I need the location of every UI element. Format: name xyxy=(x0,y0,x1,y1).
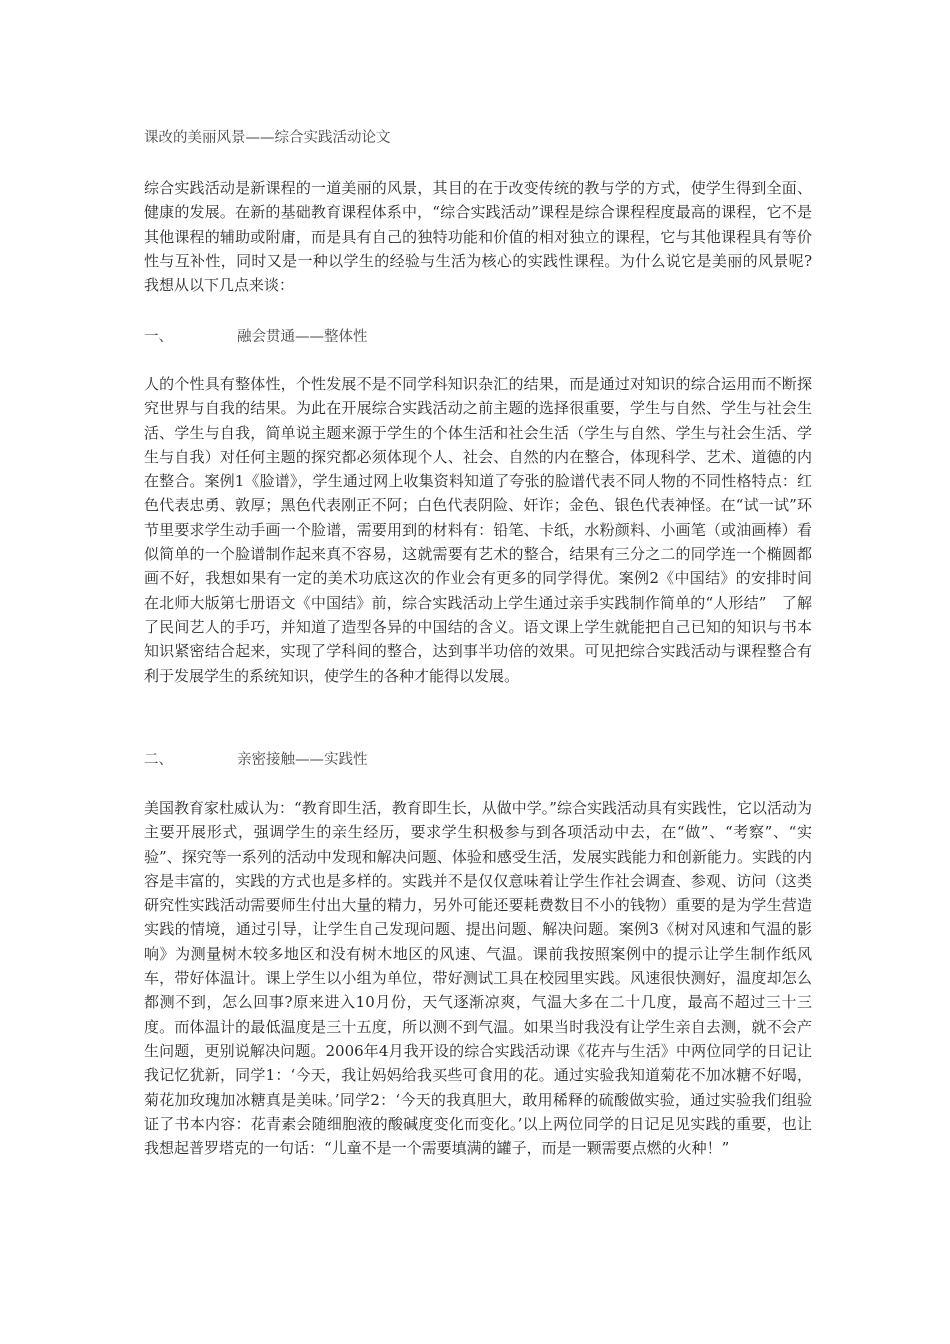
section-number-2: 二、 xyxy=(144,752,173,768)
intro-paragraph: 综合实践活动是新课程的一道美丽的风景，其目的在于改变传统的教与学的方式，使学生得到全面、健康的发展。在新的基础教育课程体系中，“综合实践活动”课程是综合课程程度最高的课程，它不是其他课程的辅助或附庸，而是具有自己的独特功能和价值的相对独立的课程，它与其他课程具有等价性与互补性，同时又是一种以学生的经验与生活为核心的实践性课程。为什么说它是美丽的风景呢?我想从以下几点来谈： xyxy=(144,179,812,295)
section-title-2: 亲密接触——实践性 xyxy=(237,752,368,768)
section-body-2: 美国教育家杜威认为：“教育即生活，教育即生长，从做中学。”综合实践活动具有实践性，它以活动为主要开展形式，强调学生的亲生经历，要求学生积极参与到各项活动中去，在“做”、“考察”、“实验”、探究等一系列的活动中发现和解决问题、体验和感受生活，发展实践能力和创新能力。实践的内容是丰富的，实践的方式也是多样的。实践并不是仅仅意味着让学生作社会调查、参观、访问（这类研究性实践活动需要师生付出大量的精力，另外可能还要耗费数目不小的钱物）重要的是为学生营造实践的情境，通过引导，让学生自己发现问题、提出问题、解决问题。案例3《树对风速和气温的影响》为测量树木较多地区和没有树木地区的风速、气温。课前我按照案例中的提示让学生制作纸风车，带好体温计。课上学生以小组为单位，带好测试工具在校园里实践。风速很快测好，温度却怎么都测不到，怎么回事?原来进入10月份，天气逐渐凉爽，气温大多在二十几度，最高不超过三十三度。而体温计的最低温度是三十五度，所以测不到气温。如果当时我没有让学生亲自去测，就不会产生问题，更别说解决问题。2006年4月我开设的综合实践活动课《花卉与生活》中两位同学的日记让我记忆犹新，同学1：‘今天，我让妈妈给我买些可食用的花。通过实验我知道菊花不加冰糖不好喝，菊花加玫瑰加冰糖真是美味。’同学2：‘今天的我真胆大，敢用稀释的硫酸做实验，通过实验我们组验证了书本内容：花青素会随细胞液的酸碱度变化而变化。’以上两位同学的日记足见实践的重要，也让我想起普罗塔克的一句话：“儿童不是一个需要填满的罐子，而是一颗需要点燃的火种！” xyxy=(144,799,812,1158)
section-body-1: 人的个性具有整体性，个性发展不是不同学科知识杂汇的结果，而是通过对知识的综合运用而不断探究世界与自我的结果。为此在开展综合实践活动之前主题的选择很重要，学生与自然、学生与社会生活、学生与自我，简单说主题来源于学生的个体生活和社会生活（学生与自然、学生与社会生活、学生与自我）对任何主题的探究都必须体现个人、社会、自然的内在整合，体现科学、艺术、道德的内在整合。案例1《脸谱》，学生通过网上收集资料知道了夸张的脸谱代表不同人物的不同性格特点：红色代表忠勇、敦厚；黑色代表刚正不阿；白色代表阴险、奸诈；金色、银色代表神怪。在“试一试”环节里要求学生动手画一个脸谱，需要用到的材料有：铅笔、卡纸，水粉颜料、小画笔（或油画棒）看似简单的一个脸谱制作起来真不容易，这就需要有艺术的整合，结果有三分之二的同学连一个椭圆都画不好，我想如果有一定的美术功底这次的作业会有更多的同学得优。案例2《中国结》的安排时间在北师大版第七册语文《中国结》前，综合实践活动上学生通过亲手实践制作简单的“人形结” 了解了民间艺人的手巧，并知道了造型各异的中国结的含义。语文课上学生就能把自己已知的知识与书本知识紧密结合起来，实现了学科间的整合，达到事半功倍的效果。可见把综合实践活动与课程整合有利于发展学生的系统知识，使学生的各种才能得以发展。 xyxy=(144,375,812,685)
section-heading-1 xyxy=(144,325,368,349)
section-title-1: 融会贯通——整体性 xyxy=(237,329,368,345)
document-title: 课改的美丽风景——综合实践活动论文 xyxy=(144,130,391,146)
section-heading-2 xyxy=(144,748,368,772)
section-number-1: 一、 xyxy=(144,329,173,345)
